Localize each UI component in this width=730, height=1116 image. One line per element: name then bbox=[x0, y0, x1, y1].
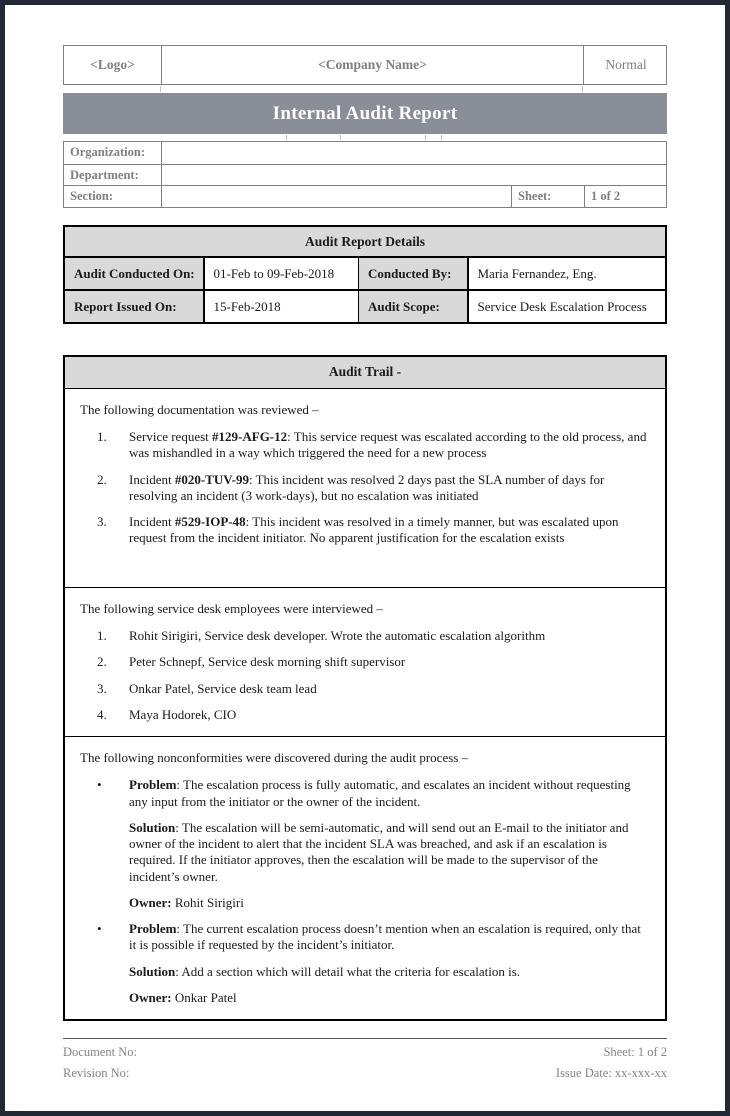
audit-trail-title: Audit Trail - bbox=[65, 357, 665, 389]
list-item-text bbox=[129, 654, 651, 670]
hidden-grid-gap bbox=[63, 134, 667, 141]
audit-conducted-on-value: 01-Feb to 09-Feb-2018 bbox=[205, 258, 358, 289]
audit-trail-body bbox=[65, 389, 665, 1019]
organization-row bbox=[64, 142, 666, 164]
audit-report-details-table bbox=[63, 225, 667, 324]
section-label: Section: bbox=[70, 189, 114, 203]
classification-label: Normal bbox=[583, 46, 668, 84]
list-item-text bbox=[129, 681, 651, 697]
list-item bbox=[80, 921, 651, 1006]
list-item-text bbox=[129, 707, 651, 723]
list-item-paragraph: Incident #529-IOP-48: This incident was resolved in a timely manner, but was escalated upon request from the incident initiator. No apparent justification for the escalation exists bbox=[129, 514, 619, 546]
organization-value-field[interactable] bbox=[161, 142, 666, 164]
list-item-paragraph: Owner: Onkar Patel bbox=[129, 989, 237, 1005]
report-title-banner: Internal Audit Report bbox=[63, 93, 667, 134]
audit-scope-value: Service Desk Escalation Process bbox=[469, 291, 666, 322]
list-item-marker: 2. bbox=[97, 654, 107, 670]
list-item-text bbox=[129, 921, 651, 1006]
list-item-paragraph: Owner: Rohit Sirigiri bbox=[129, 894, 244, 910]
list-item-marker: 1. bbox=[97, 628, 107, 643]
audit-trail-section bbox=[65, 389, 665, 587]
info-table bbox=[63, 141, 667, 208]
list-item-paragraph: Rohit Sirigiri, Service desk developer. Wrote the automatic escalation algorithm bbox=[129, 628, 546, 643]
footer-sheet-label: Sheet: 1 of 2 bbox=[603, 1045, 667, 1059]
list-item bbox=[80, 628, 651, 644]
list-item-paragraph: Maya Hodorek, CIO bbox=[129, 706, 237, 722]
header-table bbox=[63, 45, 667, 85]
list-item bbox=[80, 472, 651, 505]
audit-trail-table bbox=[63, 355, 667, 1021]
section-value-field[interactable] bbox=[161, 186, 511, 207]
list-item-paragraph: Problem: The current escalation process doesn’t mention when an escalation is required, only that it is possible if requested by the incident’s initiator. bbox=[129, 921, 641, 953]
report-issued-on-label: Report Issued On: bbox=[65, 291, 203, 322]
list-item-text bbox=[129, 628, 651, 644]
sheet-label: Sheet: bbox=[511, 186, 584, 207]
list-item-marker: 4. bbox=[97, 706, 107, 722]
list-item-text bbox=[129, 777, 651, 911]
list-item-marker: 3. bbox=[97, 514, 107, 529]
page-footer bbox=[63, 1038, 667, 1084]
details-table-title: Audit Report Details bbox=[65, 227, 665, 257]
section-intro-text: The following service desk employees were interviewed – bbox=[80, 600, 383, 616]
company-name-placeholder: <Company Name> bbox=[161, 46, 583, 84]
audit-conducted-on-label: Audit Conducted On: bbox=[65, 258, 203, 289]
organization-label: Organization: bbox=[70, 145, 145, 159]
section-intro-text: The following documentation was reviewed – bbox=[80, 401, 319, 417]
list-item-text bbox=[129, 429, 651, 462]
list-item-paragraph: Peter Schnepf, Service desk morning shift supervisor bbox=[129, 654, 406, 670]
list-item-marker: 3. bbox=[97, 680, 107, 696]
list-item-marker: 2. bbox=[97, 471, 107, 487]
list-item-paragraph: Solution: Add a section which will detail what the criteria for escalation is. bbox=[129, 963, 521, 979]
list-item-paragraph: Problem: The escalation process is fully automatic, and escalates an incident without requesting any input from the initiator or the owner of the incident. bbox=[129, 777, 631, 809]
list-item bbox=[80, 654, 651, 670]
hidden-grid-gap bbox=[63, 85, 667, 93]
list-item bbox=[80, 681, 651, 697]
list-item bbox=[80, 514, 651, 547]
document-no-label: Document No: bbox=[63, 1045, 137, 1059]
list-item bbox=[80, 777, 651, 911]
list-item-paragraph: Onkar Patel, Service desk team lead bbox=[129, 680, 317, 696]
list-item-marker: • bbox=[97, 921, 102, 936]
department-value-field[interactable] bbox=[161, 165, 666, 186]
section-row bbox=[64, 185, 666, 207]
footer-issue-date-label: Issue Date: xx-xxx-xx bbox=[555, 1066, 667, 1080]
audit-scope-label: Audit Scope: bbox=[359, 291, 467, 322]
list-item-paragraph: Solution: The escalation will be semi-automatic, and will send out an E-mail to the initiator and owner of the incident to alert that the incident SLA was breached, and ask if an escalation is required. If the initiator approves, then the escalation will be made to the supervisor of the incident’s owner. bbox=[129, 819, 629, 884]
department-label: Department: bbox=[70, 167, 139, 182]
conducted-by-value: Maria Fernandez, Eng. bbox=[469, 258, 666, 289]
conducted-by-label: Conducted By: bbox=[359, 258, 467, 289]
list-item bbox=[80, 707, 651, 723]
audit-trail-section bbox=[65, 736, 665, 1019]
list-item-text bbox=[129, 472, 651, 505]
list-item-marker: 1. bbox=[97, 429, 107, 444]
list-item-marker: • bbox=[97, 777, 102, 793]
section-intro-text: The following nonconformities were discovered during the audit process – bbox=[80, 750, 469, 765]
audit-trail-section bbox=[65, 587, 665, 736]
report-issued-on-value: 15-Feb-2018 bbox=[205, 291, 358, 322]
logo-placeholder: <Logo> bbox=[90, 56, 135, 72]
list-item-text bbox=[129, 514, 651, 547]
revision-no-label: Revision No: bbox=[63, 1066, 130, 1080]
department-row bbox=[64, 164, 666, 186]
list-item bbox=[80, 429, 651, 462]
list-item-paragraph: Service request #129-AFG-12: This service request was escalated according to the old process, and was mishandled in a way which triggered the need for a new process bbox=[129, 429, 647, 461]
sheet-value: 1 of 2 bbox=[584, 186, 666, 207]
list-item-paragraph: Incident #020-TUV-99: This incident was resolved 2 days past the SLA number of days for resolving an incident (3 work-days), but no escalation was initiated bbox=[129, 471, 605, 503]
